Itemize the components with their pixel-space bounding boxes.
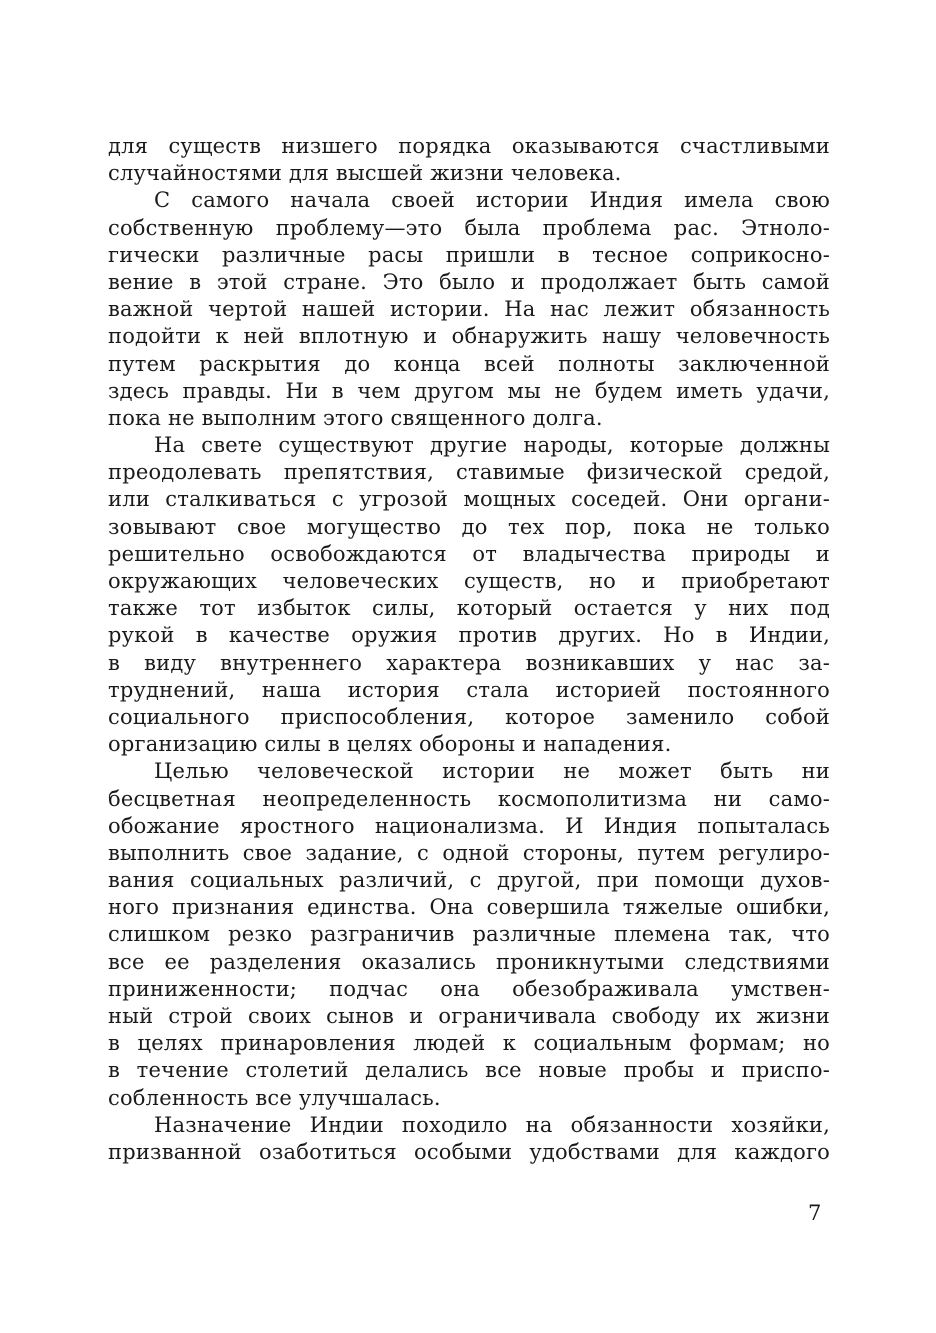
text-line: рукой в качестве оружия против других. Но в Индии, [108, 623, 830, 648]
text-line: в течение столетий делались все новые пробы и приспо- [108, 1058, 830, 1083]
text-line: собленность все улучшалась. [108, 1085, 441, 1110]
text-line: или сталкиваться с угрозой мощных соседей. Они органи- [108, 487, 830, 512]
text-line: здесь правды. Ни в чем другом мы не будем иметь удачи, [108, 378, 830, 403]
text-line: призванной озаботиться особыми удобствами для каждого [108, 1139, 830, 1164]
text-line: Назначение Индии походило на обязанности хозяйки, [154, 1112, 830, 1137]
text-line: выполнить свое задание, с одной стороны, путем регулиро- [108, 840, 830, 865]
text-line: бесцветная неопределенность космополитизма ни само- [108, 786, 830, 811]
text-line: труднений, наша история стала историей постоянного [108, 677, 830, 702]
text-line: зовывают свое могущество до тех пор, пока не только [108, 514, 830, 539]
text-line: гически различные расы пришли в тесное соприкосно- [108, 242, 830, 267]
text-line: окружающих человеческих существ, но и приобретают [108, 569, 830, 593]
text-line: преодолевать препятствия, ставимые физической средой, [108, 460, 830, 485]
text-line: также тот избыток силы, который остается у них под [108, 596, 830, 621]
text-line: подойти к ней вплотную и обнаружить нашу человечность [108, 324, 830, 349]
text-line: социального приспособления, которое заменило собой [108, 704, 830, 729]
text-line: вение в этой стране. Это было и продолжает быть самой [108, 269, 830, 294]
text-line: С самого начала своей истории Индия имела свою [154, 188, 830, 213]
text-line: пока не выполним этого священного долга. [108, 405, 603, 430]
text-line: в виду внутреннего характера возникавших у нас за- [108, 650, 830, 675]
text-line: все ее разделения оказались проникнутыми следствиями [108, 949, 830, 974]
text-line: организацию силы в целях обороны и нападения. [108, 732, 672, 757]
text-line: обожание яростного национализма. И Индия попыталась [108, 813, 830, 838]
body-text [108, 133, 830, 1166]
text-line: На свете существуют другие народы, которые должны [154, 433, 830, 458]
text-line: случайностями для высшей жизни человека. [108, 161, 622, 186]
text-line: в целях принаровления людей к социальным формам; но [108, 1031, 830, 1056]
text-line: собственную проблему—это была проблема рас. Этноло- [108, 215, 830, 240]
page-number: 7 [808, 1201, 822, 1225]
text-line: важной чертой нашей истории. На нас лежит обязанность [108, 297, 830, 322]
text-line: ного признания единства. Она совершила тяжелые ошибки, [108, 895, 830, 920]
text-line: слишком резко разграничив различные племена так, что [108, 922, 830, 947]
text-line: вания социальных различий, с другой, при помощи духов- [108, 868, 830, 893]
text-line: приниженности; подчас она обезображивала умствен- [108, 976, 830, 1001]
text-line: для существ низшего порядка оказываются счастливыми [108, 134, 830, 158]
text-line: ный строй своих сынов и ограничивала свободу их жизни [108, 1004, 830, 1028]
text-line: путем раскрытия до конца всей полноты заключенной [108, 351, 830, 376]
text-line: Целью человеческой истории не может быть ни [154, 759, 830, 784]
text-line: решительно освобождаются от владычества природы и [108, 541, 830, 566]
